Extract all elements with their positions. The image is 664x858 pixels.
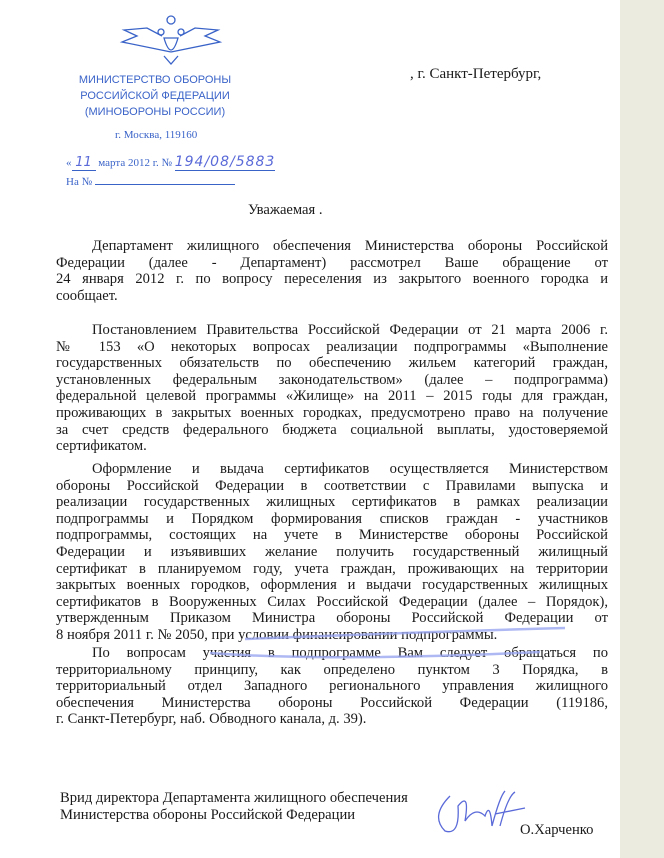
text-line: Федерации и изъявивших желание получить государственный жилищный (56, 543, 608, 560)
signatory-name: О.Харченко (520, 822, 594, 838)
text-line: установленных федеральным законодательством» (далее – подпрограмма) (56, 371, 608, 388)
text-line: государственных обязательств по обеспечению жильем категорий граждан, (56, 355, 608, 372)
text-line: Федерации (далее - Департамент) рассмотрел Ваше обращение от (56, 254, 608, 271)
text-line: федеральной целевой программы «Жилище» на 2011 – 2015 годы для граждан, (56, 388, 608, 405)
handwritten-signature (430, 786, 530, 846)
text-line: сообщает. (56, 287, 118, 304)
text-line: г. Санкт-Петербург, наб. Обводного канала, д. 39). (56, 711, 367, 728)
date-month-year: марта 2012 г. № (98, 157, 172, 169)
text-line: реализации государственных жилищных сертификатов в рамках реализации (56, 494, 608, 511)
text-line: за счет средств федерального бюджета социальной выплаты, удостоверяемой (56, 421, 608, 438)
signatory-title-line: Министерства обороны Российской Федерации (60, 807, 356, 823)
text-line: утвержденным Приказом Министра обороны Российской Федерации от (56, 610, 608, 627)
recipient-address: , г. Санкт-Петербург, (410, 66, 542, 82)
text-line: сертификат в планируемом году, учета граждан, проживающих на территории (56, 560, 608, 577)
text-line: Постановлением Правительства Российской Федерации от 21 марта 2006 г. (92, 322, 608, 338)
org-line: (МИНОБОРОНЫ РОССИИ) (84, 106, 226, 118)
letterhead-address: г. Москва, 119160 (115, 129, 198, 141)
text-line: Департамент жилищного обеспечения Министерства обороны Российской (92, 238, 608, 254)
signatory-title (60, 790, 408, 824)
text-line: сертификатов в Вооруженных Силах Российской Федерации (далее – Порядок), (56, 593, 608, 610)
reference-label: На № (66, 176, 93, 188)
text-line: 24 января 2012 г. по вопросу переселения из закрытого военного городка и (56, 271, 608, 288)
text-line: № 153 «О некоторых вопросах реализации подпрограммы «Выполнение (56, 338, 608, 355)
org-line: МИНИСТЕРСТВО ОБОРОНЫ (78, 74, 232, 86)
org-line: РОССИЙСКОЙ ФЕДЕРАЦИИ (80, 90, 230, 102)
text-line: Оформление и выдача сертификатов осуществляется Министерством (92, 461, 608, 477)
text-line: обороны Российской Федерации в соответствии с Правилами выпуска и (56, 477, 608, 494)
outgoing-number: 194/08/5883 (174, 154, 276, 170)
date-quote: « (66, 157, 72, 169)
text-line: По вопросам участия в подпрограмме Вам следует обращаться по (92, 645, 608, 661)
text-line: подпрограммы и Порядком формирования списков граждан - участников (56, 510, 608, 527)
text-line: территориальному принципу, как определено пунктом 3 Порядка, в (56, 661, 608, 678)
text-line: обеспечения Министерства обороны Российской Федерации (119186, (56, 694, 608, 711)
text-line: 8 ноября 2011 г. № 2050, при условии финансировании подпрограммы. (56, 626, 498, 643)
text-line: подпрограммы, состоящих на учете в Министерстве обороны Российской (56, 527, 608, 544)
text-line: сертификатом. (56, 438, 147, 455)
signatory-title-line: Врид директора Департамента жилищного обеспечения (60, 790, 408, 806)
text-line: проживающих в закрытых военных городках, предусмотрено право на получение (56, 404, 608, 421)
greeting: Уважаемая . (248, 202, 323, 218)
date-day: 11 (72, 155, 96, 171)
text-line: закрытых военных городков, оформления и выдачи государственных жилищных (56, 577, 608, 594)
text-line: территориальный отдел Западного регионального управления жилищного (56, 678, 608, 695)
